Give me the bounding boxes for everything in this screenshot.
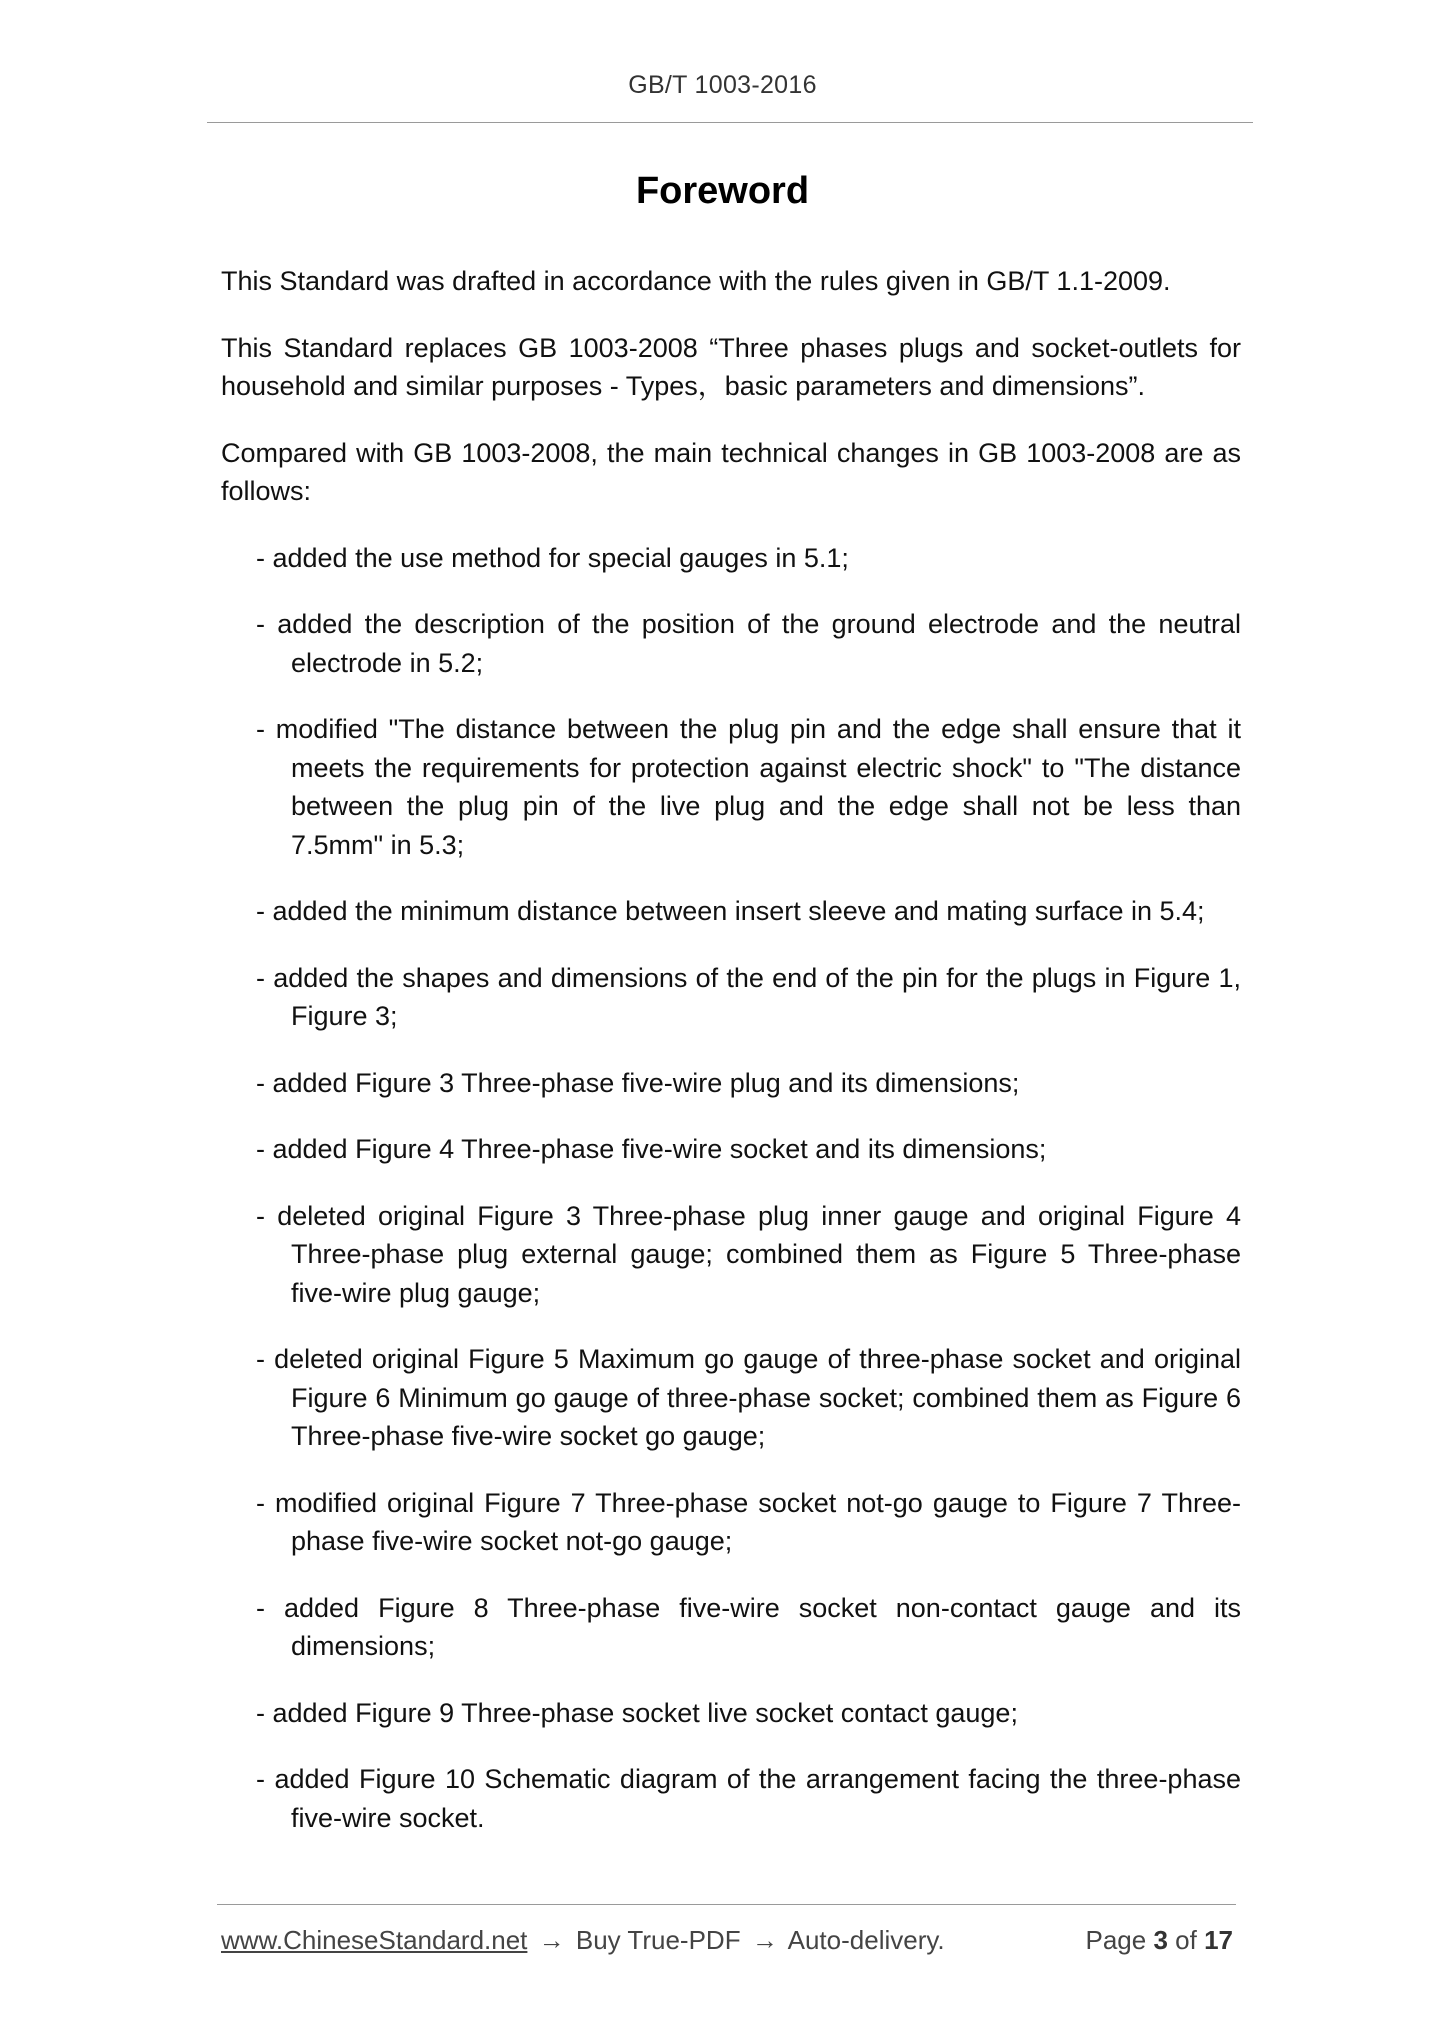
total-pages-number: 17 bbox=[1204, 1925, 1233, 1955]
current-page-number: 3 bbox=[1153, 1925, 1168, 1955]
change-item: - added Figure 4 Three-phase five-wire socket and its dimensions; bbox=[256, 1134, 1047, 1164]
header-divider bbox=[207, 122, 1253, 123]
document-header-title: GB/T 1003-2016 bbox=[628, 71, 817, 99]
change-item: - added the shapes and dimensions of the end of the pin for the plugs in Figure 1, Figure 3; bbox=[256, 962, 1241, 1031]
paragraph-drafting: This Standard was drafted in accordance with the rules given in GB/T 1.1-2009. bbox=[221, 266, 1171, 296]
change-item: - added the minimum distance between insert sleeve and mating surface in 5.4; bbox=[256, 896, 1205, 926]
buy-pdf-text: Buy True-PDF bbox=[575, 1925, 741, 1955]
change-item: - added Figure 3 Three-phase five-wire plug and its dimensions; bbox=[256, 1067, 1020, 1098]
page-title: Foreword bbox=[635, 170, 810, 212]
arrow-right-icon: → bbox=[751, 1925, 778, 1955]
page-indicator bbox=[1085, 1925, 1233, 1956]
change-item: - added Figure 10 Schematic diagram of the arrangement facing the three-phase five-wire socket. bbox=[256, 1764, 1241, 1833]
change-item: - modified original Figure 7 Three-phase socket not-go gauge to Figure 7 Three-phase five-wire socket not-go gauge; bbox=[256, 1487, 1241, 1556]
paragraph-replaces: This Standard replaces GB 1003-2008 “Three phases plugs and socket-outlets for household and similar purposes - Types，basic parameters and dimensions”. bbox=[221, 332, 1241, 401]
change-item: - deleted original Figure 3 Three-phase plug inner gauge and original Figure 4 Three-phase plug external gauge; combined them as Figure 5 Three-phase five-wire plug gauge; bbox=[256, 1200, 1241, 1308]
change-item: - added Figure 8 Three-phase five-wire socket non-contact gauge and its dimensions; bbox=[256, 1592, 1241, 1661]
footer-divider bbox=[217, 1904, 1236, 1905]
page-label: Page bbox=[1085, 1925, 1147, 1955]
change-item: - modified "The distance between the plug pin and the edge shall ensure that it meets the requirements for protection against electric shock" to "The distance between the plug pin of the live plug and the edge shall not be less than 7.5mm" in 5.3; bbox=[256, 714, 1241, 860]
of-label: of bbox=[1175, 1925, 1197, 1955]
change-item: - added the use method for special gauges in 5.1; bbox=[256, 542, 849, 573]
change-item: - deleted original Figure 5 Maximum go gauge of three-phase socket and original Figure 6 Minimum go gauge of three-phase socket; combined them as Figure 6 Three-phase five-wire socket go gauge; bbox=[256, 1344, 1241, 1451]
change-item: - added the description of the position of the ground electrode and the neutral electrode in 5.2; bbox=[256, 609, 1241, 678]
change-item: - added Figure 9 Three-phase socket live socket contact gauge; bbox=[256, 1697, 1018, 1728]
auto-delivery-text: Auto-delivery. bbox=[787, 1925, 945, 1955]
page-footer bbox=[221, 1925, 1233, 1956]
document-body bbox=[221, 262, 1241, 1865]
arrow-right-icon: → bbox=[538, 1925, 565, 1955]
changes-list bbox=[221, 539, 1241, 1838]
website-link[interactable]: www.ChineseStandard.net bbox=[221, 1925, 528, 1955]
paragraph-changes-intro: Compared with GB 1003-2008, the main technical changes in GB 1003-2008 are as follows: bbox=[221, 437, 1241, 506]
